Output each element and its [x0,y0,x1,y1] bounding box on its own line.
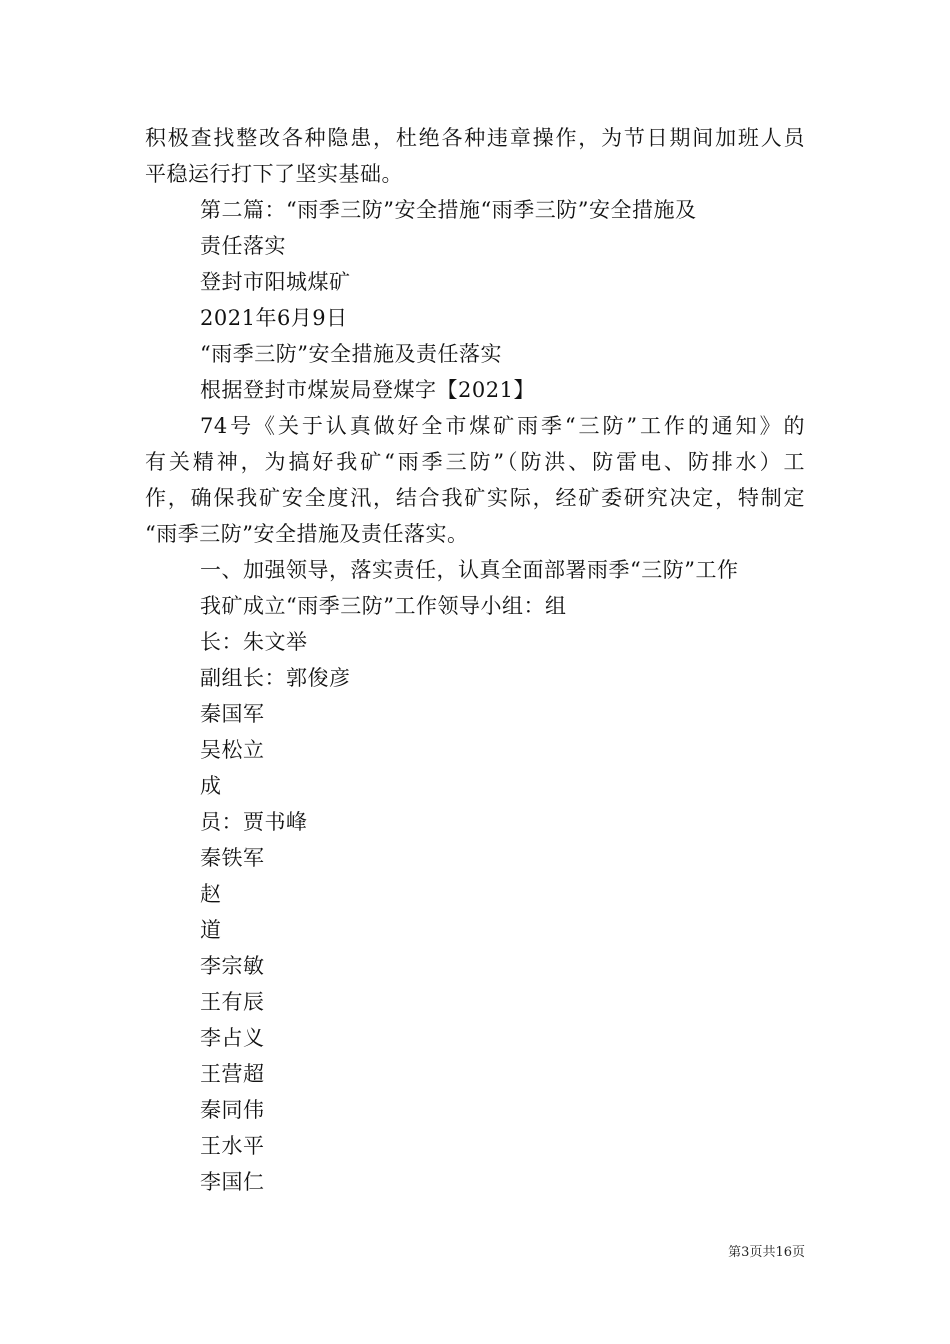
list-item: 成 [200,774,222,798]
document-title: “雨季三防”安全措施及责任落实 [200,342,502,366]
list-item: 王有辰 [200,990,265,1014]
section-heading: 一、加强领导，落实责任，认真全面部署雨季“三防”工作 [200,558,739,582]
list-item: 秦国军 [200,702,265,726]
list-item: 李国仁 [200,1170,265,1194]
paragraph-line: 有关精神，为搞好我矿“雨季三防”（防洪、防雷电、防排水）工 [145,450,805,474]
page-number: 第3页共16页 [728,1245,805,1260]
list-item: 副组长：郭俊彦 [200,666,351,690]
paragraph-line: “雨季三防”安全措施及责任落实。 [145,522,469,546]
list-item: 王营超 [200,1062,265,1086]
list-item: 道 [200,918,222,942]
paragraph-line: 根据登封市煤炭局登煤字【2021】 [200,378,535,402]
paragraph-line: 作，确保我矿安全度汛，结合我矿实际，经矿委研究决定，特制定 [145,486,805,510]
list-item: 秦铁军 [200,846,265,870]
list-item: 员：贾书峰 [200,810,308,834]
list-item: 李宗敏 [200,954,265,978]
list-item: 秦同伟 [200,1098,265,1122]
organization-name: 登封市阳城煤矿 [200,270,351,294]
section-heading: 责任落实 [200,234,286,258]
paragraph-line: 我矿成立“雨季三防”工作领导小组：组 [200,594,567,618]
list-item: 李占义 [200,1026,265,1050]
paragraph-line: 平稳运行打下了坚实基础。 [145,162,403,186]
list-item: 王水平 [200,1134,265,1158]
section-heading: 第二篇：“雨季三防”安全措施“雨季三防”安全措施及 [200,198,697,222]
list-item: 长：朱文举 [200,630,308,654]
document-date: 2021年6月9日 [200,306,348,330]
paragraph-line: 74号《关于认真做好全市煤矿雨季“三防”工作的通知》的 [200,414,805,438]
paragraph-line: 积极查找整改各种隐患，杜绝各种违章操作，为节日期间加班人员 [145,126,805,150]
list-item: 吴松立 [200,738,265,762]
list-item: 赵 [200,882,222,906]
